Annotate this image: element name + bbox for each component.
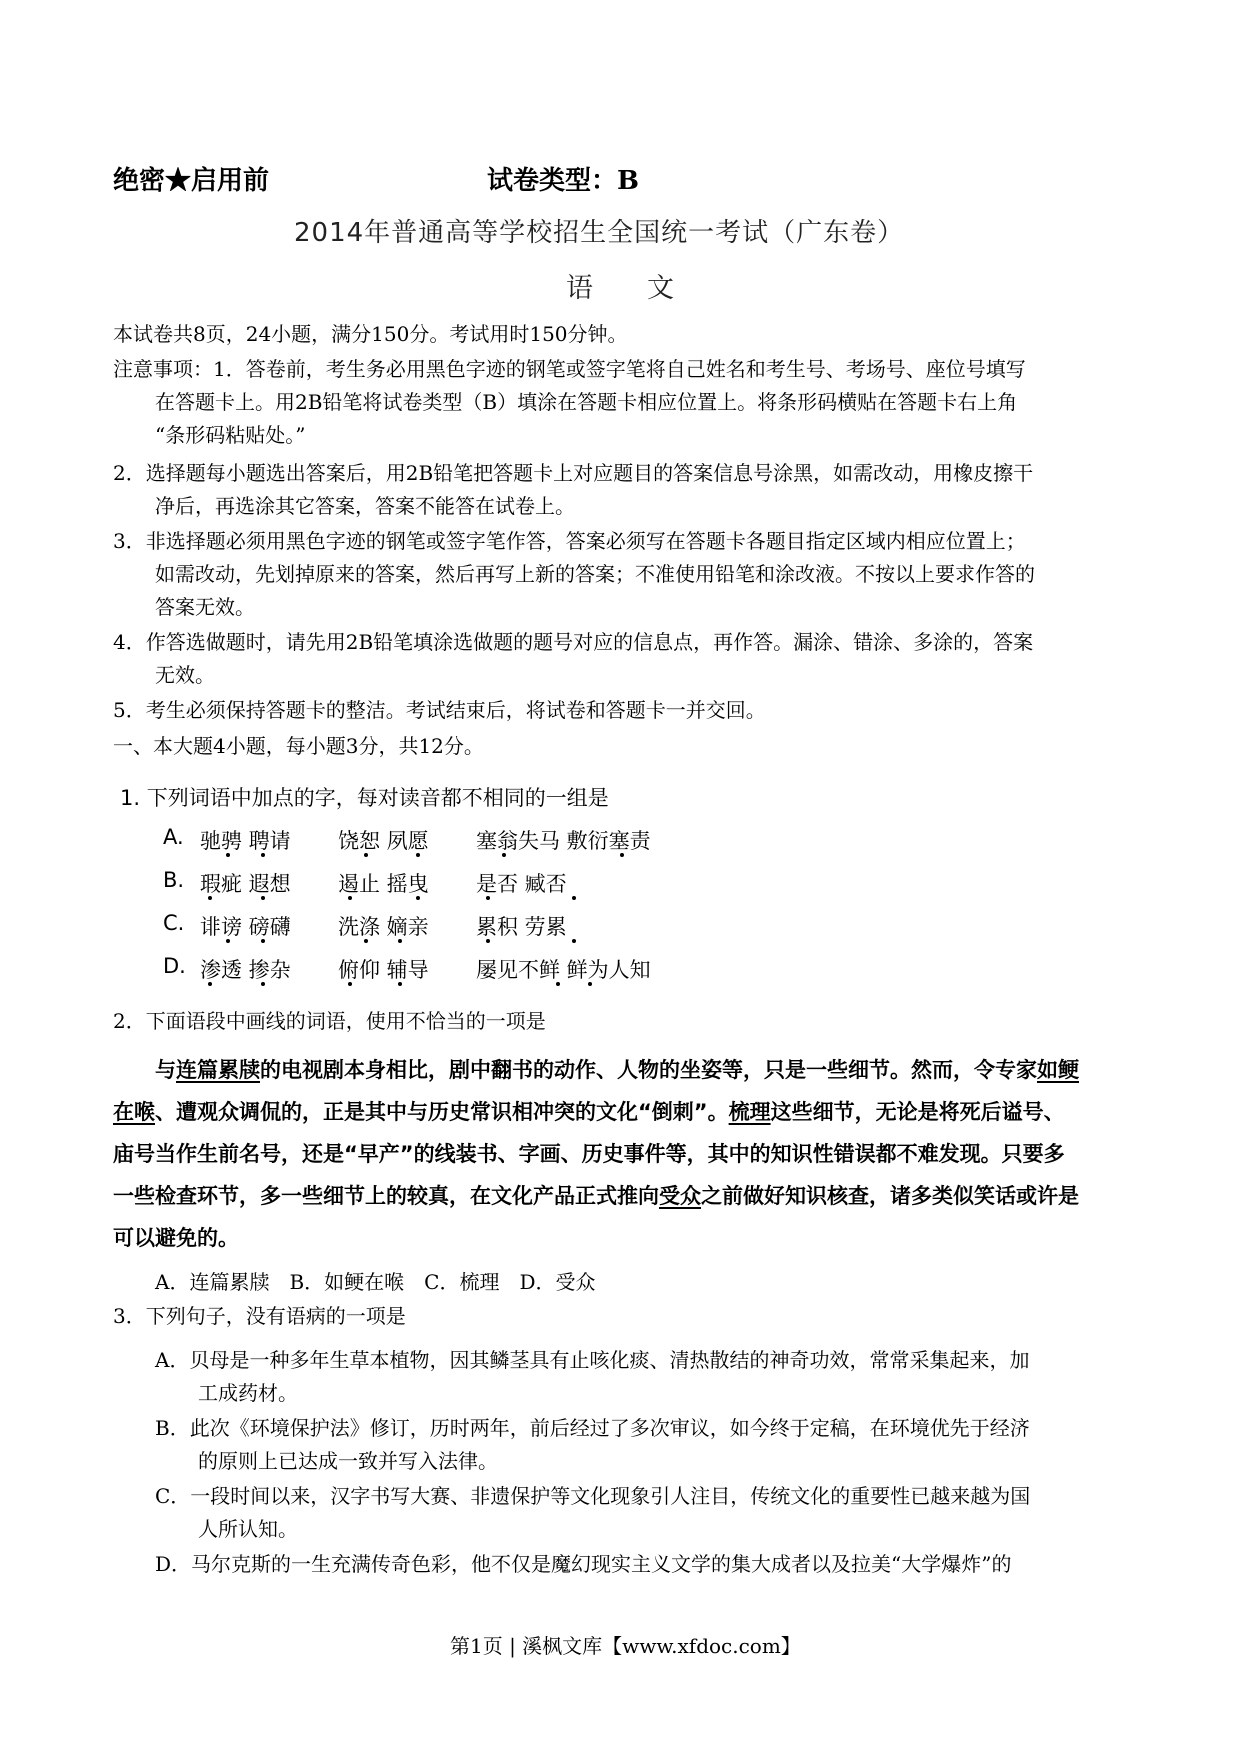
- q2-p2-text-a: 、遭观众调侃的，正是其中与历史常识相冲突的文化“倒刺”。: [155, 1100, 729, 1124]
- q1-option-d-col1: 渗透 掺杂: [200, 958, 291, 982]
- q1-option-c-col2: 洗涤 嫡亲: [338, 915, 429, 939]
- q2-p4-text-a: 一些检查环节，多一些细节上的较真，在文化产品正式推向: [113, 1184, 659, 1208]
- q1-option-d-col2: 俯仰 辅导: [338, 958, 429, 982]
- note-4-line-1: 4．作答选做题时，请先用2B铅笔填涂选做题的题号对应的信息点，再作答。漏涂、错涂、多涂的，答案: [113, 630, 1034, 654]
- q1-option-a-col3: 塞翁失马 敷衍塞责: [476, 829, 651, 853]
- note-3-line-3: 答案无效。: [155, 595, 255, 619]
- q2-p4-text-b: 之前做好知识核查，诸多类似笑话或许是: [701, 1184, 1079, 1208]
- secret-label: 绝密★启用前: [113, 166, 270, 196]
- q2-underline-shouzhong: 受众: [659, 1184, 701, 1208]
- q3-option-a-line-2: 工成药材。: [198, 1381, 298, 1405]
- q1-option-c-col3: 累积 劳累: [476, 915, 567, 939]
- q2-underline-shuli: 梳理: [728, 1100, 771, 1124]
- q2-underline-lianpian: 连篇累牍: [176, 1058, 260, 1082]
- q3-option-c-line-2: 人所认知。: [198, 1517, 298, 1541]
- q1-option-a-col2: 饶恕 夙愿: [338, 829, 429, 853]
- note-3-line-2: 如需改动，先划掉原来的答案，然后再写上新的答案；不准使用铅笔和涂改液。不按以上要求作答的: [155, 562, 1035, 586]
- subject-title: 语 文: [566, 273, 674, 304]
- q1-option-c-col1: 诽谤 磅礴: [200, 915, 291, 939]
- paper-type-label: 试卷类型：B: [487, 166, 639, 196]
- q1-stem: 1. 下列词语中加点的字，每对读音都不相同的一组是: [120, 786, 609, 810]
- q2-stem: 2．下面语段中画线的词语，使用不恰当的一项是: [113, 1009, 546, 1033]
- q2-p2-text-b: 这些细节，无论是将死后谥号、: [770, 1100, 1065, 1124]
- q3-option-b-line-1: B．此次《环境保护法》修订，历时两年，前后经过了多次审议，如今终于定稿，在环境优先于经济: [155, 1416, 1030, 1440]
- note-2-line-2: 净后，再选涂其它答案，答案不能答在试卷上。: [155, 494, 575, 518]
- q2-paragraph-line-1: [155, 1054, 1079, 1084]
- q1-option-b-col2: 遏止 摇曳: [338, 872, 429, 896]
- note-1-line-2: 在答题卡上。用2B铅笔将试卷类型（B）填涂在答题卡相应位置上。将条形码横贴在答题卡右上角: [155, 390, 1018, 414]
- q2-choices: A．连篇累牍 B．如鲠在喉 C．梳理 D．受众: [155, 1270, 596, 1294]
- note-4-line-2: 无效。: [155, 663, 215, 687]
- page-footer: 第1页 | 溪枫文库【www.xfdoc.com】: [450, 1634, 801, 1658]
- note-1-line-3: “条形码粘贴处。”: [155, 423, 306, 447]
- q3-option-a-line-1: A．贝母是一种多年生草本植物，因其鳞茎具有止咳化痰、清热散结的神奇功效，常常采集起来，加: [155, 1348, 1030, 1372]
- q2-underline-rugeng: 如鲠: [1037, 1058, 1079, 1082]
- section-heading: 一、本大题4小题，每小题3分，共12分。: [113, 734, 484, 758]
- q2-paragraph-line-5: 可以避免的。: [113, 1226, 239, 1250]
- q1-option-a-label: A.: [163, 825, 184, 849]
- q2-underline-zaihou: 在喉: [113, 1100, 155, 1124]
- q1-option-b-col3: 是否 臧否: [476, 872, 567, 896]
- q3-option-c-line-1: C．一段时间以来，汉字书写大赛、非遗保护等文化现象引人注目，传统文化的重要性已越来越为国: [155, 1484, 1031, 1508]
- q3-stem: 3．下列句子，没有语病的一项是: [113, 1304, 406, 1328]
- q1-option-a-col1: 驰骋 聘请: [200, 829, 291, 853]
- page-title: 2014年普通高等学校招生全国统一考试（广东卷）: [294, 218, 905, 248]
- q2-paragraph-line-3: 庙号当作生前名号，还是“早产”的线装书、字画、历史事件等，其中的知识性错误都不难发现。只要多: [113, 1142, 1065, 1166]
- q2-paragraph-line-2: [113, 1096, 1065, 1126]
- q3-option-b-line-2: 的原则上已达成一致并写入法律。: [198, 1449, 498, 1473]
- q1-option-c-label: C.: [163, 911, 185, 935]
- q2-p1-text-b: 的电视剧本身相比，剧中翻书的动作、人物的坐姿等，只是一些细节。然而，令专家: [260, 1058, 1037, 1082]
- q1-option-d-label: D.: [163, 954, 186, 978]
- q2-paragraph-line-4: [113, 1180, 1079, 1210]
- q3-option-d-line-1: D．马尔克斯的一生充满传奇色彩，他不仅是魔幻现实主义文学的集大成者以及拉美“大学爆炸”的: [155, 1552, 1012, 1576]
- note-5: 5．考生必须保持答题卡的整洁。考试结束后，将试卷和答题卡一并交回。: [113, 698, 766, 722]
- q1-option-b-col1: 瑕疵 遐想: [200, 872, 291, 896]
- q1-option-d-col3: 屡见不鲜 鲜为人知: [476, 958, 651, 982]
- note-3-line-1: 3．非选择题必须用黑色字迹的钢笔或签字笔作答，答案必须写在答题卡各题目指定区域内相应位置上；: [113, 529, 1026, 553]
- note-1-line-1: 注意事项：1．答卷前，考生务必用黑色字迹的钢笔或签字笔将自己姓名和考生号、考场号、座位号填写: [113, 357, 1026, 381]
- note-2-line-1: 2．选择题每小题选出答案后，用2B铅笔把答题卡上对应题目的答案信息号涂黑，如需改动，用橡皮擦干: [113, 461, 1034, 485]
- q2-p1-text-a: 与: [155, 1058, 176, 1082]
- q1-option-b-label: B.: [163, 868, 185, 892]
- intro-line: 本试卷共8页，24小题，满分150分。考试用时150分钟。: [113, 322, 628, 346]
